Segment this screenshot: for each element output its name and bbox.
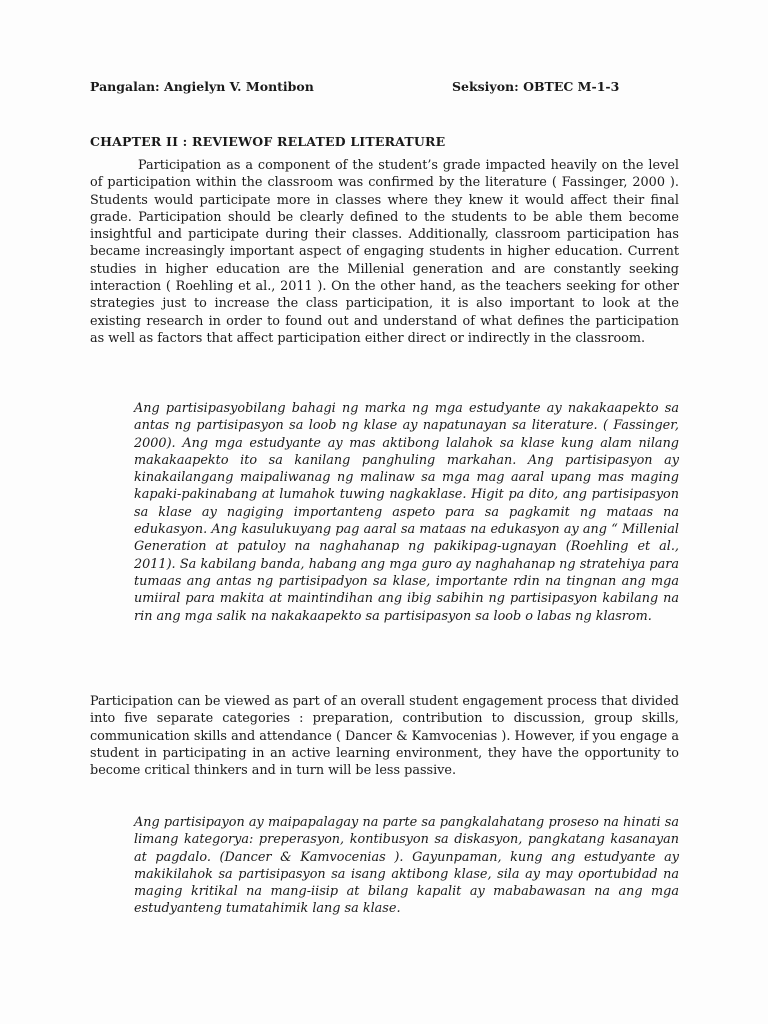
english-paragraph-2: Participation can be viewed as part of an overall student engagement process that divided into five separate categories : preparation, contribution to discussion, group skills, communication skills and attendance ( Dancer & Kamvocenias ). However, if you engage a student in participating in an active learning environment, they have the opportunity to become critical thinkers and in turn will be less passive. <box>90 694 679 779</box>
english-paragraph-1: Participation as a component of the student’s grade impacted heavily on the level of participation within the classroom was confirmed by the literature ( Fassinger, 2000 ). Students would participate more in classes where they knew it would affect their final grade. Participation should be clearly defined to the students to be able them become insightful and participate during their classes. Additionally, classroom participation has became increasingly important aspect of engaging students in higher education. Current studies in higher education are the Millenial generation and are constantly seeking interaction ( Roehling et al., 2011 ). On the other hand, as the teachers seeking for other strategies just to increase the class participation, it is also important to look at the existing research in order to found out and understand of what defines the participation as well as factors that affect participation either direct or indirectly in the classroom. <box>90 158 679 346</box>
filipino-translation-2: Ang partisipayon ay maipapalagay na parte sa pangkalahatang proseso na hinati sa limang kategorya: preperasyon, kontibusyon sa diskasyon, pangkatang kasanayan at pagdalo. (Dancer & Kamvocenias ). Gayunpaman, kung ang estudyante ay makikilahok sa partisipasyon sa isang aktibong klase, sila ay may oportubidad na maging kritikal na mang-iisip at bilang kapalit ay mababawasan na ang mga estudyanteng tumatahimik lang sa klase. <box>134 815 679 917</box>
filipino-translation-1: Ang partisipasyobilang bahagi ng marka ng mga estudyante ay nakakaapekto sa antas ng partisipasyon sa loob ng klase ay napatunayan sa literature. ( Fassinger, 2000). Ang mga estudyante ay mas aktibong lalahok sa klase kung alam nilang makakaapekto ito sa kanilang panghuling markahan. Ang partisipasyon ay kinakailangang maipaliwanag ng malinaw sa mga mag aaral upang mas maging kapaki-pakinabang at lumahok tuwing nagkaklase. Higit pa dito, ang partisipasyon sa klase ay nagiging importanteng aspeto para sa pagkamit ng mataas na edukasyon. Ang kasulukuyang pag aaral sa mataas na edukasyon ay ang “ Millenial Generation at patuloy na naghahanap ng pakikipag-ugnayan (Roehling et al., 2011). Sa kabilang banda, habang ang mga guro ay naghahanap ng stratehiya para tumaas ang antas ng partisipadyon sa klase, importante rdin na tingnan ang mga umiiral para makita at maintindihan ang ibig sabihin ng partisipasyon kabilang na rin ang mga salik na nakakaapekto sa partisipasyon sa loob o labas ng klasrom. <box>134 401 679 624</box>
chapter-title: CHAPTER II : REVIEWOF RELATED LITERATURE <box>90 134 446 149</box>
student-name: Pangalan: Angielyn V. Montibon <box>90 79 314 94</box>
student-section: Seksiyon: OBTEC M-1-3 <box>452 79 620 94</box>
